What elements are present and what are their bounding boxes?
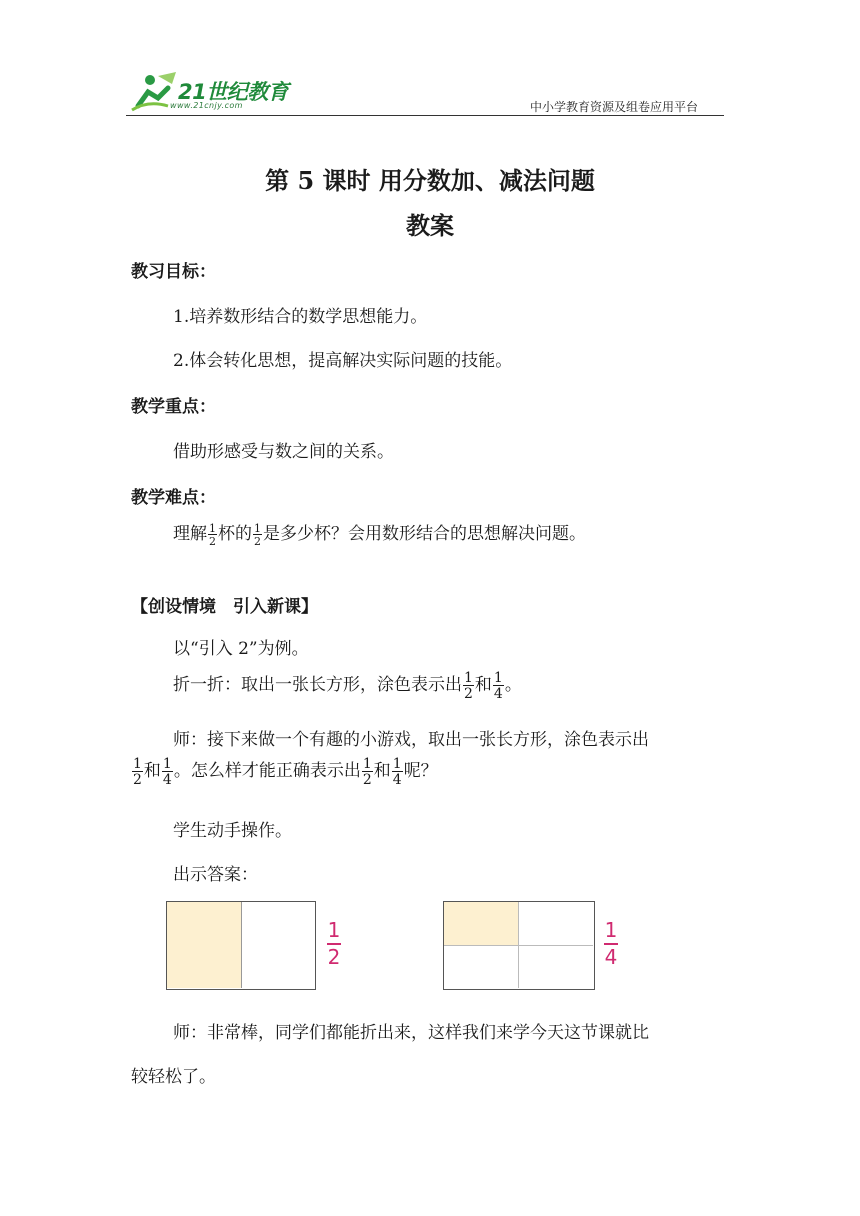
figure-half-label: 1 2 [327,918,341,969]
difficulty-heading: 教学难点： [131,488,216,508]
fraction-half: $\frac{1}{2}$ [209,521,216,548]
difficulty-text [173,519,586,547]
key-point-heading: 教学重点： [131,397,216,417]
shaded-half [167,902,242,988]
paragraph-teacher-line2: $\frac{1}{2}$ 和 $\frac{1}{4}$ 。怎么样才能正确表示出 $\frac{1}{2}$ 和 $\frac{1}{4}$ 呢？ [133,755,438,788]
difficulty-text-b: 杯的 [218,524,252,544]
fraction-quarter: $\frac{1}{4}$ [162,755,172,788]
shaded-quarter [444,902,518,945]
fraction-quarter: $\frac{1}{4}$ [392,755,402,788]
fraction-half: $\frac{1}{2}$ [464,669,473,702]
paragraph-fold: 折一折：取出一张长方形，涂色表示出 $\frac{1}{2}$ 和 $\frac{1}{4}$ 。 [173,669,522,702]
figure-quarter-label: 1 4 [604,918,618,969]
logo-text: 21世纪教育 [178,80,289,104]
difficulty-text-c: 是多少杯？会用数形结合的思想解决问题。 [263,524,586,544]
logo-url: www.21cnjy.com [170,101,243,110]
key-point-text: 借助形感受与数之间的关系。 [173,442,394,462]
header-divider [126,115,724,116]
fraction-half: $\frac{1}{2}$ [133,755,142,788]
objective-2: 2.体会转化思想，提高解决实际问题的技能。 [173,351,513,371]
fraction-half: $\frac{1}{2}$ [254,521,261,548]
paragraph-intro: 以“引入 2”为例。 [173,639,309,659]
fraction-half: $\frac{1}{2}$ [362,755,372,788]
paragraph-closing-line1: 师：非常棒，同学们都能折出来，这样我们来学今天这节课就比 [173,1023,649,1043]
paragraph-students: 学生动手操作。 [173,821,292,841]
figure-quarter-rectangle [443,901,595,990]
page-title: 第 5 课时 用分数加、减法问题 [265,166,595,195]
paragraph-teacher-line1: 师：接下来做一个有趣的小游戏，取出一张长方形，涂色表示出 [173,730,649,750]
page-subtitle: 教案 [406,211,454,240]
paragraph-closing-line2: 较轻松了。 [131,1067,216,1087]
objectives-heading: 教习目标： [131,262,216,282]
difficulty-text-a: 理解 [173,524,207,544]
figure-half-rectangle [166,901,316,990]
objective-1: 1.培养数形结合的数学思想能力。 [173,307,428,327]
horizontal-divider [444,945,593,946]
header-tagline: 中小学教育资源及组卷应用平台 [530,100,699,114]
fraction-quarter: $\frac{1}{4}$ [493,669,503,702]
section-heading: 【创设情境 引入新课】 [131,597,318,617]
paragraph-answer: 出示答案： [173,865,258,885]
